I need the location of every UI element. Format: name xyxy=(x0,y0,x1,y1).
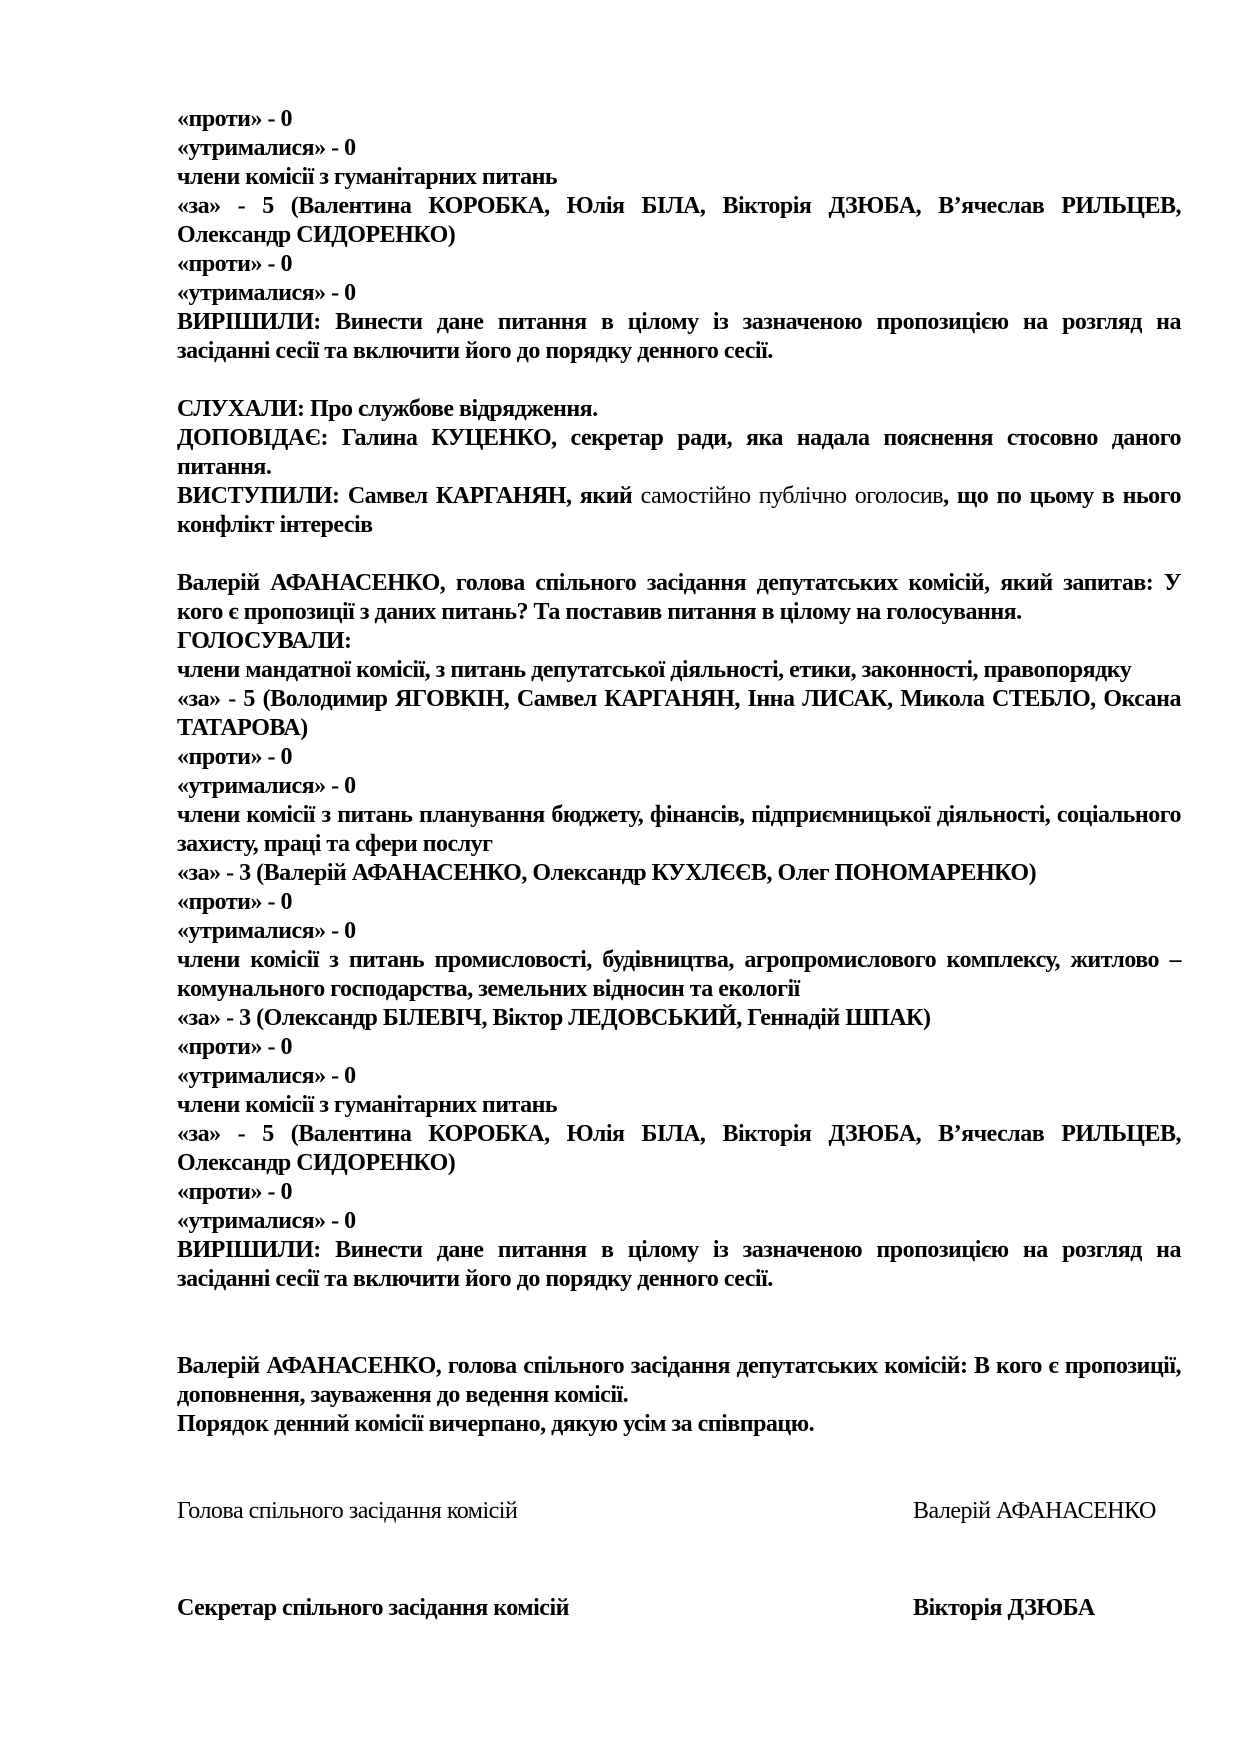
vystupyly-paragraph xyxy=(177,482,1181,540)
vote-against-line: «проти» - 0 xyxy=(177,1179,292,1205)
vystupyly-bold-end: , що по цьому в нього конфлікт інтересів xyxy=(177,483,1181,538)
dopovidaie-paragraph: ДОПОВІДАЄ: Галина КУЦЕНКО, секретар ради, яка надала пояснення стосовно даного питання. xyxy=(177,425,1181,480)
blank-lines xyxy=(177,1294,1181,1352)
signature-role: Секретар спільного засідання комісій xyxy=(177,1595,569,1621)
vystupyly-disclosure-phrase: самостійно публічно оголосив xyxy=(640,483,944,509)
commission-members-line: члени комісії з питань планування бюджету, фінансів, підприємницької діяльності, соціального захисту, праці та сфери послуг xyxy=(177,802,1181,857)
vote-against-line: «проти» - 0 xyxy=(177,744,292,770)
agenda-closing-line: Порядок денний комісії вичерпано, дякую усім за співпрацю. xyxy=(177,1411,815,1437)
vote-for-line: «за» - 5 (Валентина КОРОБКА, Юлія БІЛА, Вікторія ДЗЮБА, В’ячеслав РИЛЬЦЕВ, Олександр СИДОРЕНКО) xyxy=(177,1121,1181,1176)
vote-against-line: «проти» - 0 xyxy=(177,1034,292,1060)
resolution-paragraph: ВИРІШИЛИ: Винести дане питання в цілому із зазначеною пропозицією на розгляд на засіданні сесії та включити його до порядку денного сесії. xyxy=(177,309,1181,364)
vote-for-line: «за» - 3 (Валерій АФАНАСЕНКО, Олександр КУХЛЄЄВ, Олег ПОНОМАРЕНКО) xyxy=(177,860,1037,886)
chair-question-paragraph: Валерій АФАНАСЕНКО, голова спільного засідання депутатських комісій, який запитав: У кого є пропозиції з даних питань? Та поставив питання в цілому на голосування. xyxy=(177,570,1181,625)
vote-abstain-line: «утрималися» - 0 xyxy=(177,1208,356,1234)
signature-name: Вікторія ДЗЮБА xyxy=(913,1595,1095,1621)
vote-for-line: «за» - 3 (Олександр БІЛЕВІЧ, Віктор ЛЕДОВСЬКИЙ, Геннадій ШПАК) xyxy=(177,1005,931,1031)
signature-role: Голова спільного засідання комісій xyxy=(177,1498,518,1524)
vote-abstain-line: «утрималися» - 0 xyxy=(177,1063,356,1089)
commission-members-line: члени комісії з гуманітарних питань xyxy=(177,164,558,190)
resolution-paragraph: ВИРІШИЛИ: Винести дане питання в цілому із зазначеною пропозицією на розгляд на засіданні сесії та включити його до порядку денного сесії. xyxy=(177,1237,1181,1292)
commission-members-line: члени комісії з гуманітарних питань xyxy=(177,1092,558,1118)
vote-abstain-line: «утрималися» - 0 xyxy=(177,773,356,799)
blank-line xyxy=(177,540,1181,569)
signature-row-secretary xyxy=(177,1594,1181,1623)
vote-against-line: «проти» - 0 xyxy=(177,106,292,132)
chair-closing-paragraph: Валерій АФАНАСЕНКО, голова спільного засідання депутатських комісій: В кого є пропозиції, доповнення, зауваження до ведення комісії. xyxy=(177,1353,1181,1408)
blank-line xyxy=(177,366,1181,395)
signature-name: Валерій АФАНАСЕНКО xyxy=(913,1498,1156,1524)
sluhaly-line: СЛУХАЛИ: Про службове відрядження. xyxy=(177,396,598,422)
vote-for-line: «за» - 5 (Валентина КОРОБКА, Юлія БІЛА, Вікторія ДЗЮБА, В’ячеслав РИЛЬЦЕВ, Олександр СИДОРЕНКО) xyxy=(177,193,1181,248)
vote-against-line: «проти» - 0 xyxy=(177,251,292,277)
vote-for-line: «за» - 5 (Володимир ЯГОВКІН, Самвел КАРГАНЯН, Інна ЛИСАК, Микола СТЕБЛО, Оксана ТАТАРОВА) xyxy=(177,686,1181,741)
commission-members-line: члени комісії з питань промисловості, будівництва, агропромислового комплексу, житлово – комунального господарства, земельних відносин та екології xyxy=(177,947,1181,1002)
vote-against-line: «проти» - 0 xyxy=(177,889,292,915)
document-body xyxy=(177,105,1181,1623)
vote-abstain-line: «утрималися» - 0 xyxy=(177,280,356,306)
signature-row-head xyxy=(177,1497,1181,1526)
vote-abstain-line: «утрималися» - 0 xyxy=(177,918,356,944)
vystupyly-bold-start: ВИСТУПИЛИ: Самвел КАРГАНЯН, який xyxy=(177,483,641,509)
blank-lines xyxy=(177,1439,1181,1497)
commission-members-line: члени мандатної комісії, з питань депутатської діяльності, етики, законності, правопорядку xyxy=(177,657,1132,683)
vote-abstain-line: «утрималися» - 0 xyxy=(177,135,356,161)
golosuvaly-line: ГОЛОСУВАЛИ: xyxy=(177,628,352,654)
